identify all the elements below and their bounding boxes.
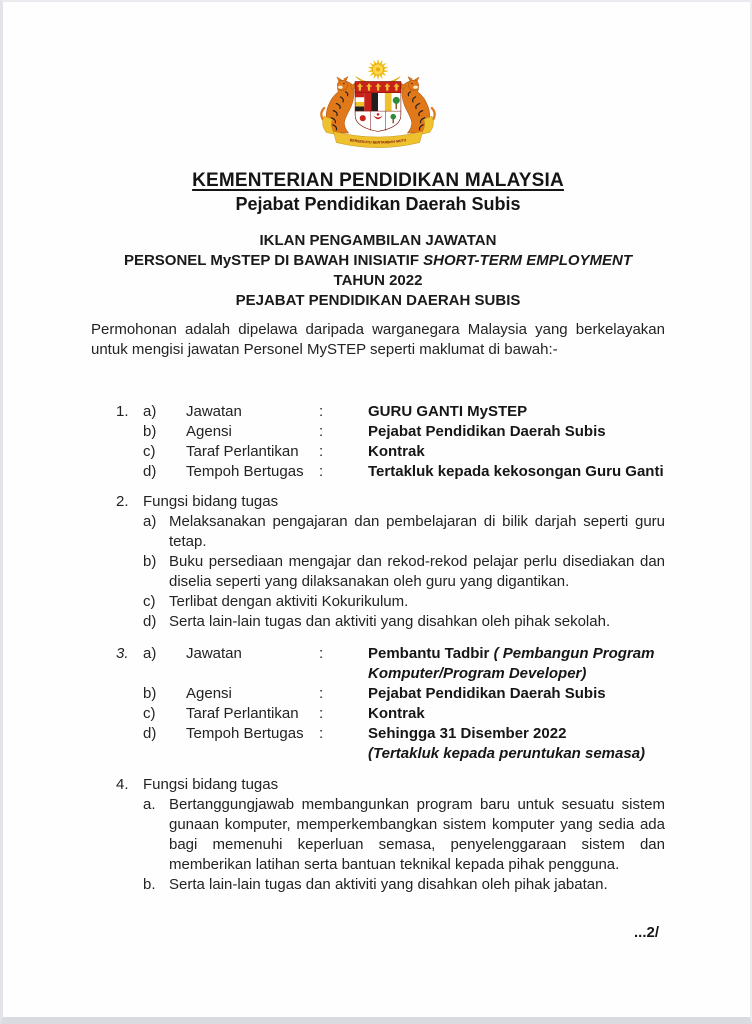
field-value-italic: ( Pembangun Program Komputer/Program Developer) <box>368 645 655 682</box>
duties-heading <box>116 492 665 512</box>
duty-letter: b) <box>143 553 157 570</box>
duty-text: Buku persediaan mengajar dan rekod-rekod pelajar perlu disediakan dan diselia seperti yang dilaksanakan oleh guru yang digantikan. <box>169 553 665 590</box>
ministry-title: KEMENTERIAN PENDIDIKAN MALAYSIA <box>192 170 564 191</box>
field-value: Pejabat Pendidikan Daerah Subis <box>368 685 606 702</box>
duty-item <box>143 875 665 895</box>
field-value: Sehingga 31 Disember 2022 (Tertakluk kepada peruntukan semasa) <box>368 724 665 764</box>
field-colon: : <box>319 443 324 460</box>
detail-row <box>116 704 665 724</box>
field-label: Agensi <box>186 423 232 440</box>
item-number: 4. <box>116 776 129 793</box>
duty-item <box>143 612 665 632</box>
detail-row <box>116 724 665 764</box>
office-subtitle: Pejabat Pendidikan Daerah Subis <box>235 194 521 214</box>
field-label: Jawatan <box>186 403 242 420</box>
page-continuation-marker: ...2/ <box>633 924 659 941</box>
row-letter: b) <box>143 685 157 702</box>
duties-heading <box>116 775 665 795</box>
row-letter: b) <box>143 423 157 440</box>
field-label: Taraf Perlantikan <box>186 443 299 460</box>
duty-text: Serta lain-lain tugas dan aktiviti yang disahkan oleh pihak jabatan. <box>169 876 608 893</box>
field-colon: : <box>319 705 324 722</box>
row-letter: a) <box>143 403 157 420</box>
item-4-duties <box>116 775 665 895</box>
field-value: Tertakluk kepada kekosongan Guru Ganti <box>368 463 664 480</box>
duty-text: Serta lain-lain tugas dan aktiviti yang disahkan oleh pihak sekolah. <box>169 613 611 630</box>
field-value: Kontrak <box>368 705 425 722</box>
field-value-note: (Tertakluk kepada peruntukan semasa) <box>368 745 646 762</box>
field-colon: : <box>319 423 324 440</box>
row-letter: c) <box>143 443 156 460</box>
field-value: Kontrak <box>368 443 425 460</box>
announcement-line-2: PERSONEL MySTEP DI BAWAH INISIATIF SHORT-TERM EMPLOYMENT <box>123 252 633 269</box>
duty-item <box>143 512 665 552</box>
announcement-line-1: IKLAN PENGAMBILAN JAWATAN <box>259 232 497 249</box>
shield-icon <box>355 82 401 132</box>
federal-star-icon <box>367 59 389 80</box>
field-colon: : <box>319 403 324 420</box>
detail-row <box>116 422 665 442</box>
detail-row <box>116 442 665 462</box>
duty-text: Melaksanakan pengajaran dan pembelajaran di bilik darjah seperti guru tetap. <box>169 513 665 550</box>
row-letter: d) <box>143 463 157 480</box>
row-letter: c) <box>143 705 156 722</box>
duty-item <box>143 795 665 875</box>
detail-row <box>116 402 665 422</box>
field-colon: : <box>319 685 324 702</box>
item-1-position-details <box>116 402 665 482</box>
announcement-line-2-italic: SHORT-TERM EMPLOYMENT <box>423 252 633 269</box>
item-number: 2. <box>116 493 129 510</box>
field-value: Pejabat Pendidikan Daerah Subis <box>368 423 606 440</box>
duty-letter: b. <box>143 876 156 893</box>
row-letter: d) <box>143 725 157 742</box>
field-colon: : <box>319 725 324 742</box>
duty-letter: a) <box>143 513 157 530</box>
detail-row <box>116 644 665 684</box>
detail-row <box>116 684 665 704</box>
duty-letter: c) <box>143 593 156 610</box>
duty-item <box>143 552 665 592</box>
announcement-line-4: PEJABAT PENDIDIKAN DAERAH SUBIS <box>235 292 521 309</box>
row-letter: a) <box>143 645 157 662</box>
field-colon: : <box>319 463 324 480</box>
field-label: Taraf Perlantikan <box>186 705 299 722</box>
duty-text: Bertanggungjawab membangunkan program baru untuk sesuatu sistem gunaan komputer, memperkembangkan sistem komputer yang sedia ada bagi memenuhi keperluan semasa, penyelenggaraan sistem dan memberikan latihan serta bantuan teknikal kepada pihak pengguna. <box>169 796 665 873</box>
announcement-line-3: TAHUN 2022 <box>333 272 423 289</box>
detail-row <box>116 462 665 482</box>
duty-letter: a. <box>143 796 156 813</box>
announcement-heading <box>91 231 665 311</box>
field-label: Agensi <box>186 685 232 702</box>
intro-paragraph: Permohonan adalah dipelawa daripada warganegara Malaysia yang berkelayakan untuk mengisi jawatan Personel MySTEP seperti maklumat di bawah:- <box>91 321 665 358</box>
item-number: 1. <box>116 403 129 420</box>
duties-title: Fungsi bidang tugas <box>143 493 279 510</box>
field-label: Tempoh Bertugas <box>186 463 304 480</box>
duty-item <box>143 592 665 612</box>
duty-text: Terlibat dengan aktiviti Kokurikulum. <box>169 593 409 610</box>
item-2-duties <box>116 492 665 632</box>
crest-motto: BERSEKUTU BERTAMBAH MUTU <box>349 138 407 145</box>
malaysia-coat-of-arms <box>315 56 441 155</box>
field-colon: : <box>319 645 324 662</box>
item-3-position-details <box>116 644 665 764</box>
field-label: Tempoh Bertugas <box>186 725 304 742</box>
duty-letter: d) <box>143 613 157 630</box>
field-value: Pembantu Tadbir ( Pembangun Program Komputer/Program Developer) <box>368 645 655 682</box>
field-value: GURU GANTI MySTEP <box>368 403 528 420</box>
duties-title: Fungsi bidang tugas <box>143 776 279 793</box>
field-label: Jawatan <box>186 645 242 662</box>
item-number: 3. <box>116 645 129 662</box>
